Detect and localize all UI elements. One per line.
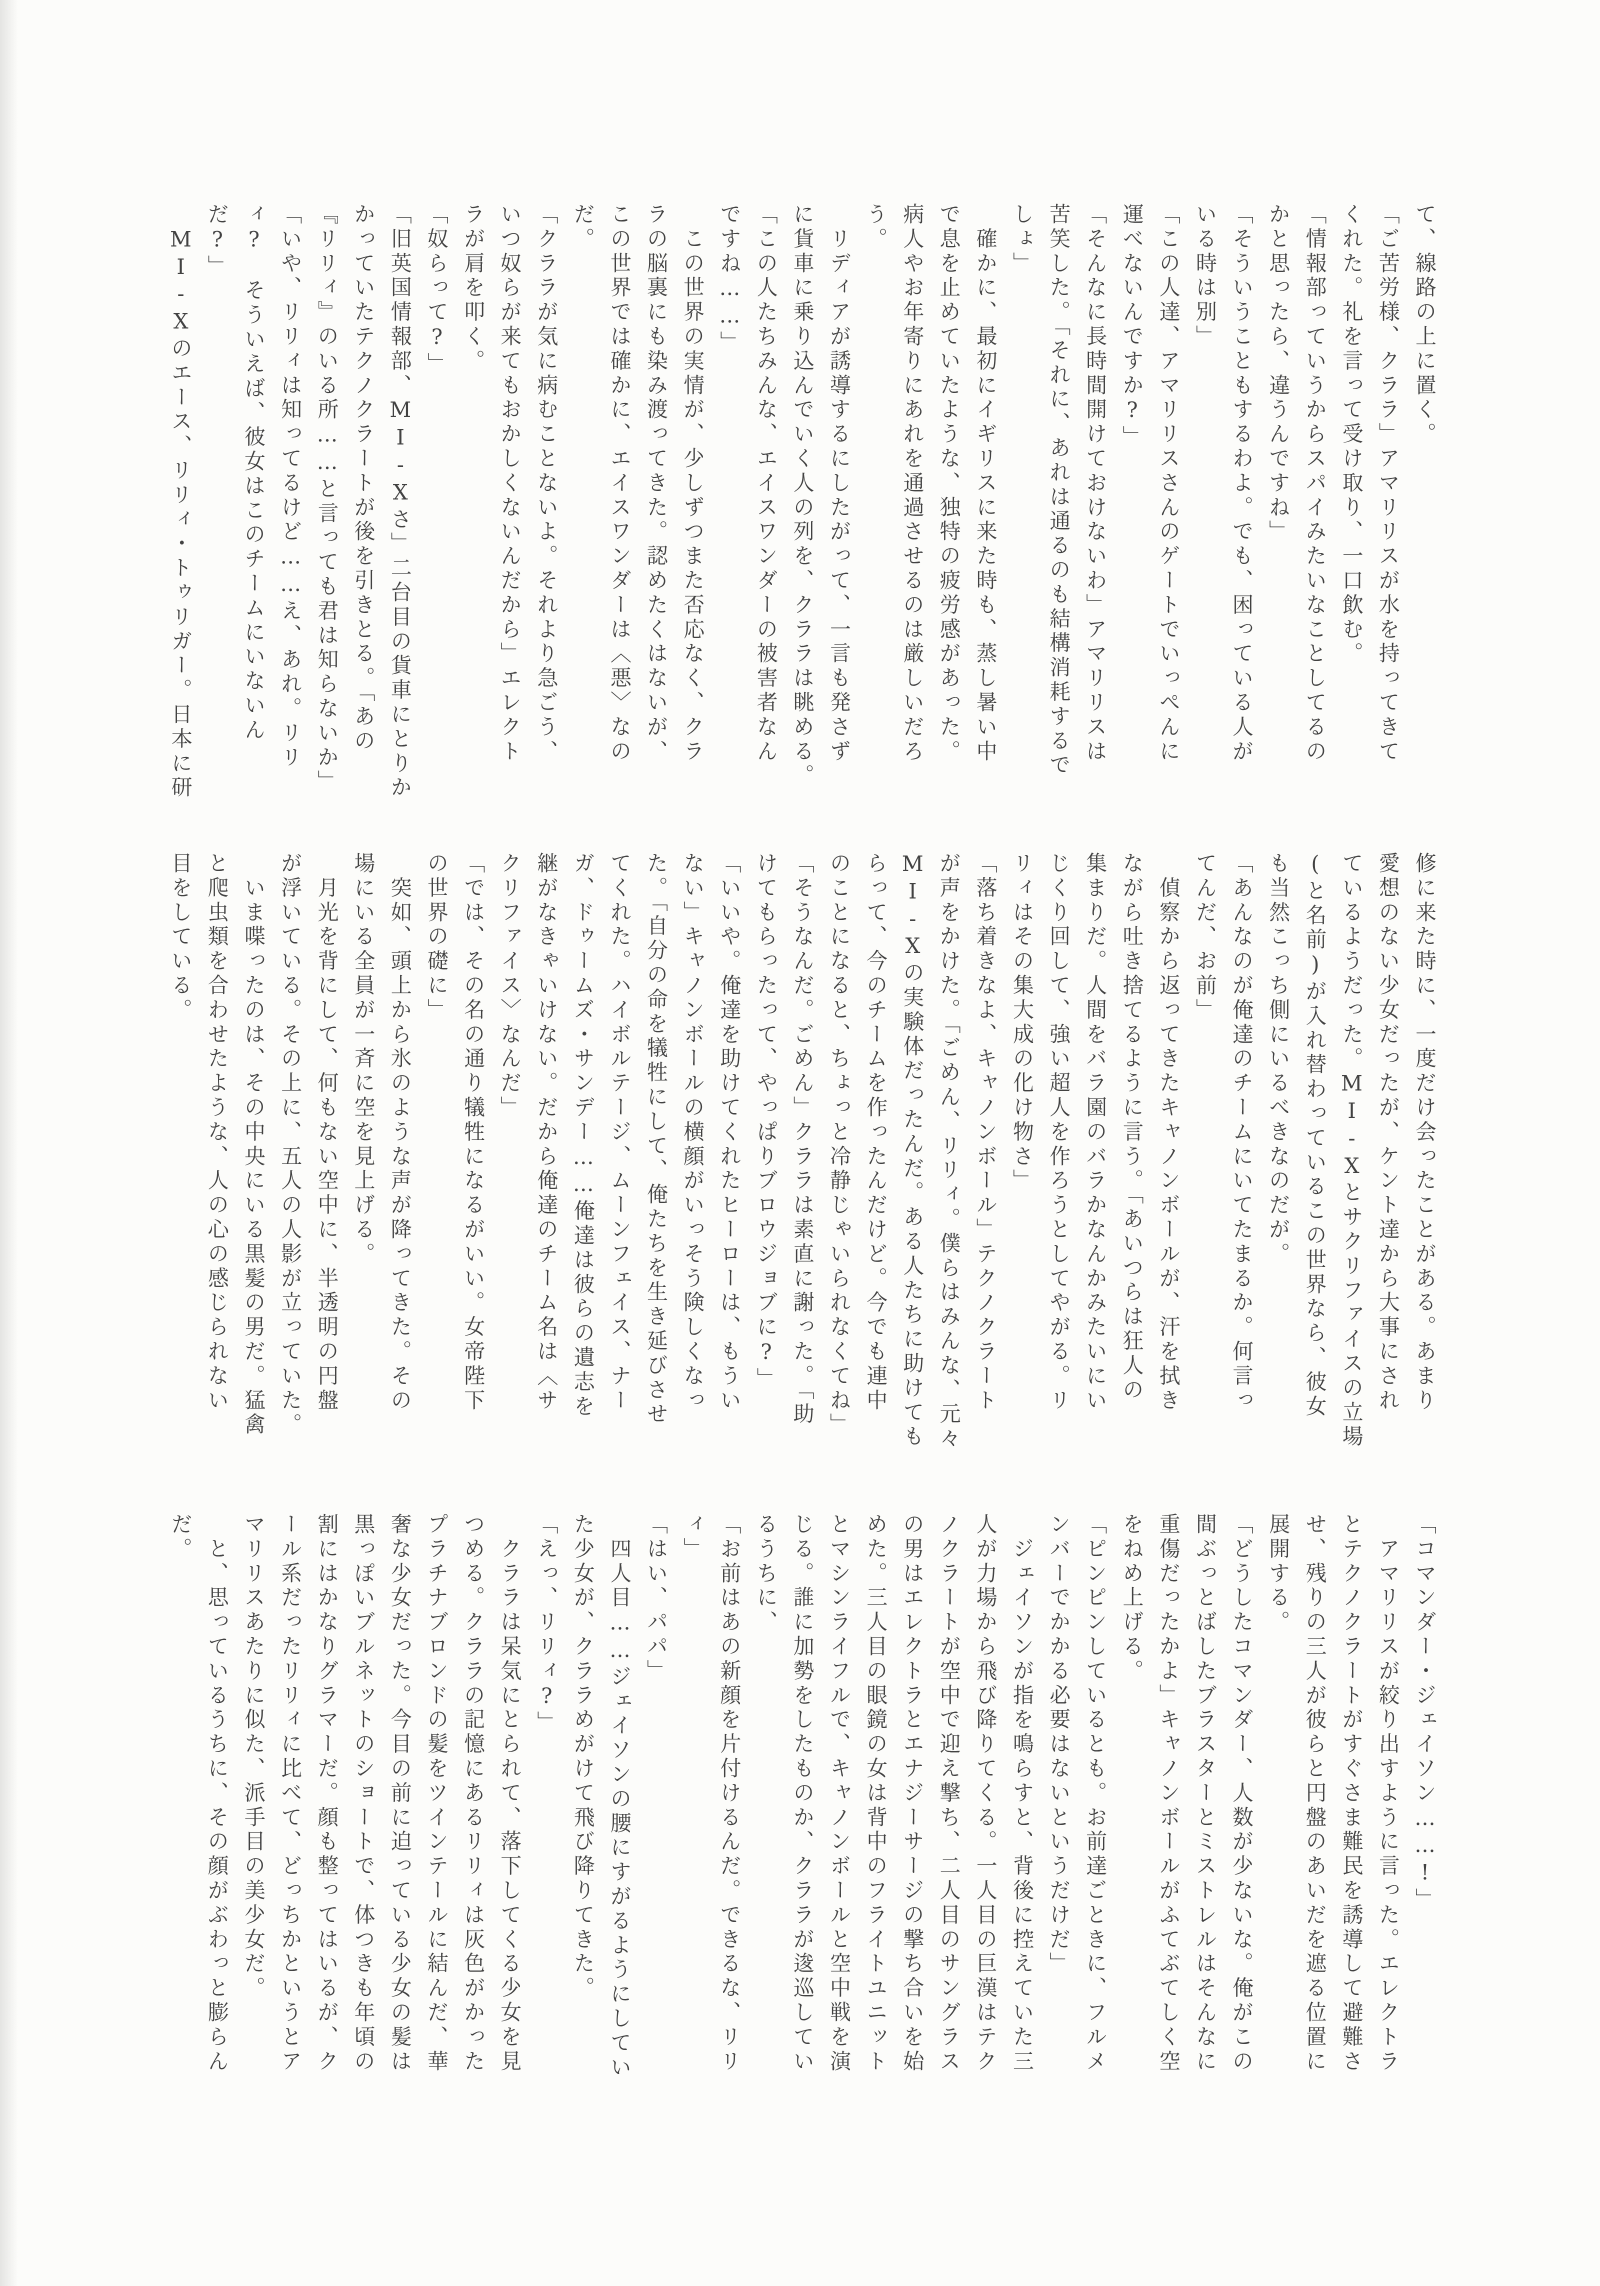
text-column: かと思ったら、違うんですね」 [1266,203,1291,545]
text-column: の男はエレクトラとエナジーサージの撃ち合いを始 [900,1513,925,2075]
text-column: だ?」 [205,203,230,280]
text-column: 「コマンダー・ジェイソン……!」 [1413,1513,1437,1913]
text-column: いる時は別」 [1193,203,1218,350]
text-column: の世界の礎に」 [424,852,449,1023]
text-column: るうちに、 [754,1513,779,1635]
text-column: のことになると、ちょっと冷静じゃいられなくてね」 [827,852,852,1438]
text-column: が浮いている。その上に、五人の人影が立っていた。 [278,852,303,1438]
text-column: いま喋ったのは、その中央にいる黒髪の男だ。猛禽 [242,852,266,1438]
text-section-2 [162,852,1443,1492]
text-column: この世界では確かに、エイスワンダーは〈悪〉なの [607,203,632,765]
text-column: 偵察から返ってきたキャノンボールが、汗を拭き [1156,852,1181,1414]
text-column: 「この人たちみんな、エイスワンダーの被害者なん [754,203,779,765]
text-column: (と名前)が入れ替わっているこの世界なら、彼女 [1303,852,1328,1420]
text-column: た少女が、クララめがけて飛び降りてきた。 [571,1513,596,2001]
text-column: めた。三人目の眼鏡の女は背中のフライトユニット [864,1513,889,2075]
text-column: てんだ、お前」 [1193,852,1218,1023]
text-column: ジェイソンが指を鳴らすと、背後に控えていた三 [1010,1513,1035,2075]
text-column: 「はい、パパ」 [644,1513,669,1684]
text-column: ながら吐き捨てるように言う。「あいつらは狂人の [1120,852,1145,1403]
text-column: も当然こっち側にいるべきなのだが。 [1266,852,1291,1267]
text-column: 目をしている。 [168,852,193,1023]
text-section-1 [162,203,1443,843]
text-column: MI-Xのエース、リリィ・トゥリガー。日本に研 [168,203,193,801]
text-column: 愛想のない少女だったが、ケント達から大事にされ [1376,852,1401,1414]
text-column: ているようだった。MI-Xとサクリファイスの立場 [1339,852,1364,1450]
text-column: 「クララが気に病むことないよ。それより急ごう、 [534,203,559,765]
text-column: ガ、ドゥームズ・サンデー……俺達は彼らの遺志を [571,852,596,1420]
text-column: せ、残りの三人が彼らと円盤のあいだを遮る位置に [1303,1513,1328,2075]
text-column: ノクラートが空中で迎え撃ち、二人目のサングラス [937,1513,962,2075]
text-column: 集まりだ。人間をバラ園のバラかなんかみたいにい [1083,852,1108,1414]
text-column: 重傷だったかよ」キャノンボールがふてぶてしく空 [1156,1513,1181,2075]
text-column: リィはその集大成の化け物さ」 [1010,852,1035,1194]
scan-edge-shadow [0,0,18,2286]
text-column: だ。 [168,1513,193,1562]
text-column: ール系だったリリィに比べて、どっちかというとア [278,1513,303,2075]
text-column: とマシンライフルで、キャノンボールと空中戦を演 [827,1513,852,2075]
text-column: じる。誰に加勢をしたものか、クララが逡巡してい [790,1513,815,2075]
text-column: リディアが誘導するにしたがって、一言も発さず [827,203,852,765]
text-column: 「旧英国情報部、MI-Xさ」二台目の貨車にとりか [388,203,413,801]
text-section-3 [162,1513,1443,2153]
text-column: 「いいや。俺達を助けてくれたヒーローは、もうい [717,852,742,1414]
text-column: と、思っているうちに、その顔がぶわっと膨らん [205,1513,230,2075]
text-column: 奢な少女だった。今目の前に迫っている少女の髪は [388,1513,413,2075]
text-column: 継がなきゃいけない。だから俺達のチーム名は〈サ [534,852,559,1414]
text-column: 「この人達、アマリリスさんのゲートでいっぺんに [1156,203,1181,765]
text-column: くれた。礼を言って受け取り、一口飲む。 [1339,203,1364,667]
text-column: 場にいる全員が一斉に空を見上げる。 [351,852,376,1267]
text-column: 「そうなんだ。ごめん」クララは素直に謝った。「助 [790,852,815,1428]
text-column: 「そんなに長時間開けておけないわ」アマリリスは [1083,203,1108,765]
text-column: 修に来た時に、一度だけ会ったことがある。あまり [1413,852,1437,1414]
text-column: 「では、その名の通り犠牲になるがいい。女帝陛下 [461,852,486,1414]
text-column: マリリスあたりに似た、派手目の美少女だ。 [242,1513,266,2001]
text-column: ィ」 [681,1513,706,1562]
text-column: 「奴らって?」 [424,203,449,377]
text-column: 月光を背にして、何もない空中に、半透明の円盤 [315,852,340,1414]
text-column: ラの脳裏にも染み渡ってきた。認めたくはないが、 [644,203,669,765]
text-column: ない」キャノンボールの横顔がいっそう険しくなっ [681,852,706,1414]
text-column: 「どうしたコマンダー、人数が少ないな。俺がこの [1230,1513,1255,2075]
text-column: て、線路の上に置く。 [1413,203,1437,447]
text-column: MI-Xの実験体だったんだ。ある人たちに助けても [900,852,925,1450]
text-column: クリファイス〉なんだ」 [498,852,523,1121]
text-column: アマリリスが絞り出すように言った。エレクトラ [1376,1513,1401,2075]
text-column: じくり回して、強い超人を作ろうとしてやがる。リ [1047,852,1072,1414]
text-column: 展開する。 [1266,1513,1291,1635]
text-column: 間ぶっとばしたブラスターとミストレルはそんなに [1193,1513,1218,2075]
text-column: けてもらったって、やっぱりブロウジョブに?」 [754,852,779,1392]
text-column: た。「自分の命を犠牲にして、俺たちを生き延びさせ [644,852,669,1428]
text-column: いつ奴らが来てもおかしくないんだから」エレクト [498,203,523,765]
text-column: ラが肩を叩く。 [461,203,486,374]
text-column: かっていたテクノクラートが後を引きとる。「あの [351,203,376,754]
text-column: ンバーでかかる必要はないというだけだ」 [1047,1513,1072,1977]
text-column: 人が力場から飛び降りてくる。一人目の巨漢はテク [973,1513,998,2075]
text-column: 割にはかなりグラマーだ。顔も整ってはいるが、ク [315,1513,340,2075]
text-column: 「いや、リリィは知ってるけど……え、あれ。リリ [278,203,303,771]
text-column: 黒っぽいブルネットのショートで、体つきも年頃の [351,1513,376,2075]
text-column: 確かに、最初にイギリスに来た時も、蒸し暑い中 [973,203,998,765]
text-column: と爬虫類を合わせたような、人の心の感じられない [205,852,230,1414]
text-column: 「落ち着きなよ、キャノンボール」テクノクラート [973,852,998,1414]
text-column: 病人やお年寄りにあれを通過させるのは厳しいだろ [900,203,925,765]
text-column: 「ピンピンしているとも。お前達ごときに、フルメ [1083,1513,1108,2075]
text-column: 運べないんですか?」 [1120,203,1145,450]
text-column: この世界の実情が、少しずつまた否応なく、クラ [681,203,706,765]
text-column: で息を止めていたような、独特の疲労感があった。 [937,203,962,765]
text-column: 「ご苦労様、クララ」アマリリスが水を持ってきて [1376,203,1401,765]
text-column: 苦笑した。「それに、あれは通るのも結構消耗するで [1047,203,1072,779]
text-column: クララは呆気にとられて、落下してくる少女を見 [498,1513,523,2075]
text-column: をねめ上げる。 [1120,1513,1145,1684]
text-column: に貨車に乗り込んでいく人の列を、クララは眺める。 [790,203,815,789]
text-column: う。 [864,203,889,252]
text-column: プラチナブロンドの髪をツインテールに結んだ、華 [424,1513,449,2075]
text-column: 「あんなのが俺達のチームにいてたまるか。何言っ [1230,852,1255,1414]
text-column: が声をかけた。「ごめん、リリィ。僕らはみんな、元々 [937,852,962,1452]
text-column: 突如、頭上から氷のような声が降ってきた。その [388,852,413,1414]
text-column: しょ」 [1010,203,1035,277]
text-column: 「えっ、リリィ?」 [534,1513,559,1736]
text-column: つめる。クララの記憶にあるリリィは灰色がかった [461,1513,486,2075]
text-column: 「情報部っていうからスパイみたいなことしてるの [1303,203,1328,765]
text-column: 四人目……ジェイソンの腰にすがるようにしてい [607,1513,632,2081]
text-column: 『リリィ』のいる所……と言っても君は知らないか」 [315,203,340,795]
text-column: ですね……」 [717,203,742,356]
text-column: だ。 [571,203,596,252]
text-column: とテクノクラートがすぐさま難民を誘導して避難さ [1339,1513,1364,2075]
text-column: らって、今のチームを作ったんだけど。今でも連中 [864,852,889,1414]
text-column: てくれた。ハイボルテージ、ムーンフェイス、ナー [607,852,632,1414]
text-column: 「そういうこともするわよ。でも、困っている人が [1230,203,1255,765]
text-column: ィ? そういえば、彼女はこのチームにいないん [242,203,266,743]
text-column: 「お前はあの新顔を片付けるんだ。できるな、リリ [717,1513,742,2075]
